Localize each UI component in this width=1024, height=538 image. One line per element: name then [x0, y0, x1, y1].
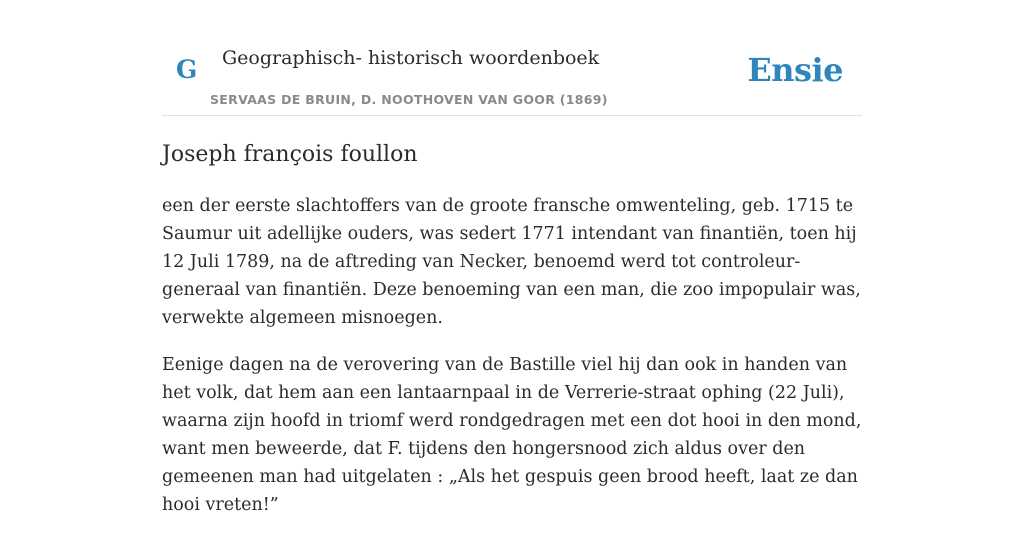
entry-paragraph: een der eerste slachtoffers van de groote fransche omwenteling, geb. 1715 te Saumur uit adellijke ouders, was sedert 1771 intendant van finantiën, toen hij 12 Juli 1789, na de aftreding van Necker, benoemd werd tot controleur-generaal van finantiën. Deze benoeming van een man, die zoo impopulair was, verwekte algemeen misnoegen.: [162, 196, 861, 328]
dictionary-logo-icon[interactable]: G: [176, 55, 198, 84]
entry-body: [162, 192, 862, 538]
dictionary-author: SERVAAS DE BRUIN, D. NOOTHOVEN VAN GOOR (1869): [210, 92, 608, 107]
entry-paragraph: Eenige dagen na de verovering van de Bastille viel hij dan ook in handen van het volk, dat hem aan een lantaarnpaal in de Verrerie-straat ophing (22 Juli), waarna zijn hoofd in triomf werd rondgedragen met een dot hooi in den mond, want men beweerde, dat F. tijdens den hongersnood zich aldus over den gemeenen man had uitgelaten : „Als het gespuis geen brood heeft, laat ze dan hooi vreten!”: [162, 355, 862, 515]
ensie-logo-link[interactable]: Ensie: [747, 51, 843, 89]
entry-title: Joseph françois foullon: [162, 142, 418, 167]
dictionary-title[interactable]: Geographisch- historisch woordenboek: [222, 47, 600, 69]
dictionary-header: [162, 36, 862, 116]
